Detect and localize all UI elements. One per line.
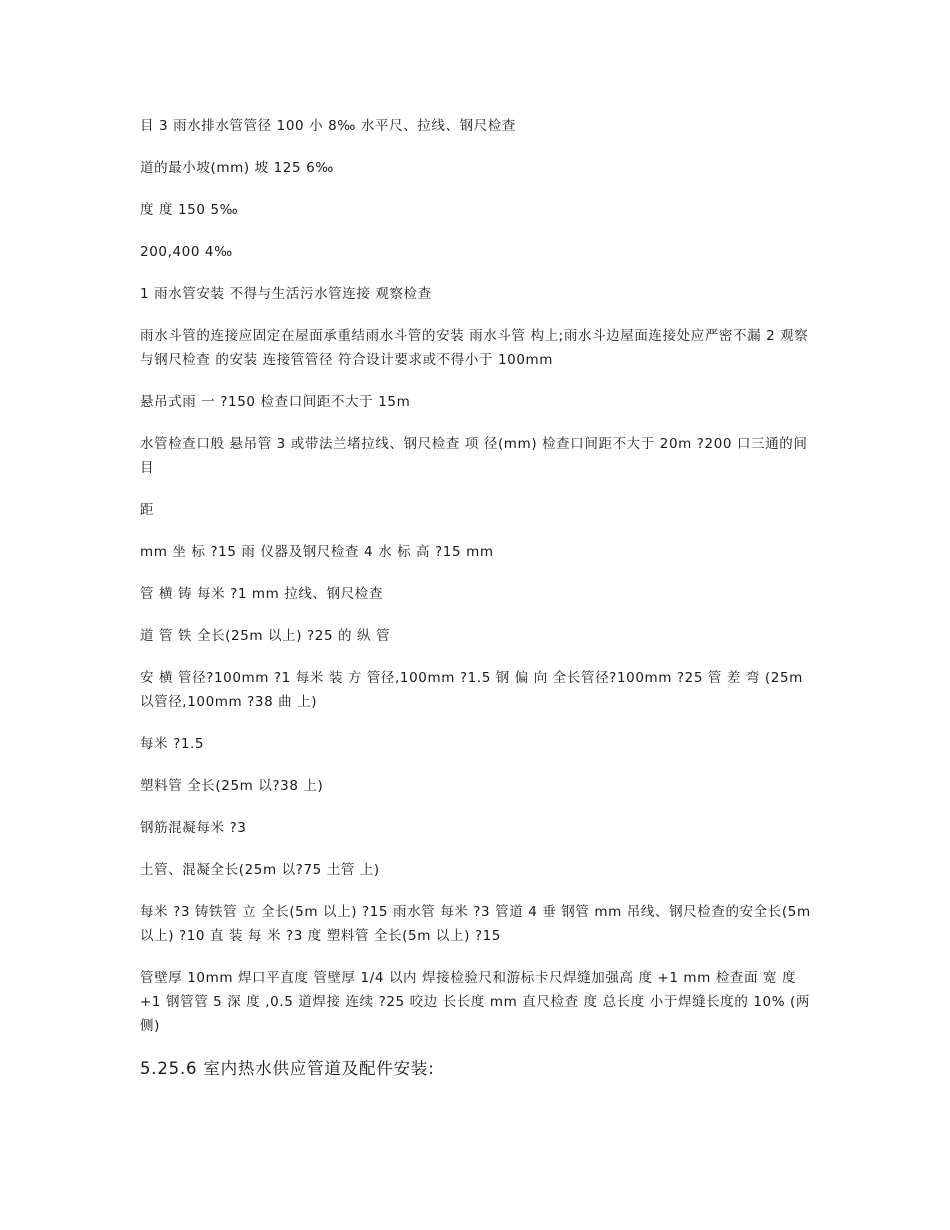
paragraph-7: 悬吊式雨 一 ?150 检查口间距不大于 15m [140, 394, 411, 410]
paragraph-15: 塑料管 全长(25m 以?38 上) [140, 778, 324, 794]
paragraph-18: 每米 ?3 铸铁管 立 全长(5m 以上) ?15 雨水管 每米 ?3 管道 4 垂 钢管 mm 吊线、钢尺检查的安全长(5m 以上) ?10 直 装 每 米 ?3 度 塑料管 全长(5m 以上) ?15 [140, 904, 811, 944]
paragraph-2: 道的最小坡(mm) 坡 125 6‰ [140, 160, 334, 176]
paragraph-6: 雨水斗管的连接应固定在屋面承重结雨水斗管的安装 雨水斗管 构上;雨水斗边屋面连接处应严密不漏 2 观察与钢尺检查 的安装 连接管管径 符合设计要求或不得小于 100mm [140, 328, 809, 368]
paragraph-19: 管壁厚 10mm 焊口平直度 管壁厚 1/4 以内 焊接检验尺和游标卡尺焊缝加强高 度 +1 mm 检查面 宽 度 +1 钢管管 5 深 度 ,0.5 道焊接 连续 ?25 咬边 长长度 mm 直尺检查 度 总长度 小于焊缝长度的 10% (两侧) [140, 970, 811, 1034]
section-heading: 5.25.6 室内热水供应管道及配件安装: [140, 1059, 435, 1078]
paragraph-1: 目 3 雨水排水管管径 100 小 8‰ 水平尺、拉线、钢尺检查 [140, 118, 517, 134]
paragraph-14: 每米 ?1.5 [140, 736, 205, 752]
paragraph-12: 道 管 铁 全长(25m 以上) ?25 的 纵 管 [140, 628, 391, 644]
paragraph-11: 管 横 铸 每米 ?1 mm 拉线、钢尺检查 [140, 586, 384, 602]
paragraph-10: mm 坐 标 ?15 雨 仪器及钢尺检查 4 水 标 高 ?15 mm [140, 544, 494, 560]
paragraph-3: 度 度 150 5‰ [140, 202, 239, 218]
paragraph-5: 1 雨水管安装 不得与生活污水管连接 观察检查 [140, 286, 432, 302]
document-page [140, 114, 812, 1082]
paragraph-4: 200,400 4‰ [140, 244, 233, 260]
paragraph-16: 钢筋混凝每米 ?3 [140, 820, 247, 836]
paragraph-9: 距 [140, 502, 155, 518]
paragraph-17: 土管、混凝全长(25m 以?75 土管 上) [140, 862, 380, 878]
paragraph-8: 水管检查口般 悬吊管 3 或带法兰堵拉线、钢尺检查 项 径(mm) 检查口间距不大于 20m ?200 口三通的间目 [140, 436, 808, 476]
paragraph-13: 安 横 管径?100mm ?1 每米 装 方 管径,100mm ?1.5 钢 偏 向 全长管径?100mm ?25 管 差 弯 (25m 以管径,100mm ?38 曲 上) [140, 670, 803, 710]
